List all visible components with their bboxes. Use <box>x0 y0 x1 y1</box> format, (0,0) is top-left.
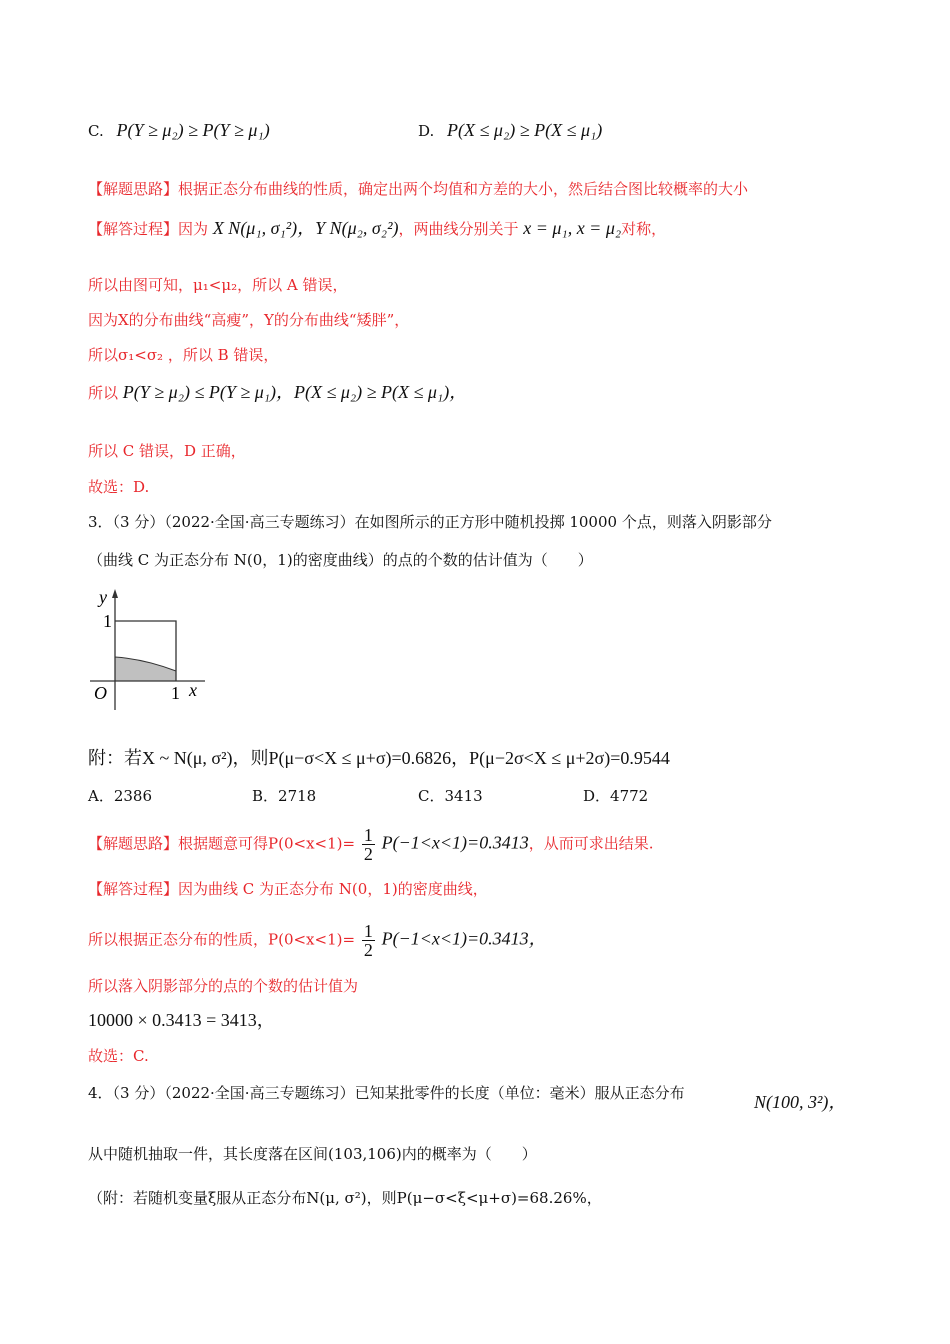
thinking-pre: 根据题意可得P(0<x<1)= <box>178 834 356 853</box>
fig-y-label: y <box>99 587 107 607</box>
line5-expr: P(Y ≥ μ₂) ≤ P(Y ≥ μ₁)，P(X ≤ μ₂) ≥ P(X ≤ μ₁)， <box>122 382 468 402</box>
fig-origin: O <box>94 683 107 703</box>
q3-stem-1: 3．（3 分）（2022·全国·高三专题练习）在如图所示的正方形中随机投掷 10000 个点，则落入阴影部分 <box>88 513 772 531</box>
q4-stem-1-expr <box>754 1092 846 1113</box>
q3-option-d: D．4772 <box>583 787 649 805</box>
fig-one-x: 1 <box>171 683 180 703</box>
process-intro: 因为 <box>178 220 209 238</box>
frac-num-2: 1 <box>363 921 373 941</box>
q2-thinking <box>88 179 748 199</box>
thinking-tag: 【解题思路】 <box>88 834 179 853</box>
q3-thinking <box>88 826 653 863</box>
option-c-label: C. <box>88 122 104 140</box>
q2-process <box>88 218 666 239</box>
q3-process <box>88 879 488 899</box>
q4-stem-2: 从中随机抽取一件，其长度落在区间(103,106)内的概率为（ ） <box>88 1145 537 1163</box>
prop-post: P(−1<x<1)=0.3413， <box>381 928 547 949</box>
process-axes: x = μ₁, x = μ₂ <box>523 218 622 238</box>
option-c-expr: P(Y ≥ μ₂) ≥ P(Y ≥ μ₁) <box>116 120 270 140</box>
option-c <box>88 120 270 141</box>
q3-estimate: 所以落入阴影部分的点的个数的估计值为 <box>88 977 359 995</box>
process-tag: 【解答过程】 <box>88 220 179 238</box>
thinking-tag: 【解题思路】 <box>88 180 179 198</box>
calc-text: 10000 × 0.3413 = 3413， <box>88 1010 275 1030</box>
thinking-end: ，从而可求出结果. <box>528 834 654 853</box>
appendix-text: 附：若X ~ N(μ, σ²)，则P(μ−σ<X ≤ μ+σ)=0.6826，P(μ−2σ<X ≤ μ+2σ)=0.9544 <box>88 748 670 768</box>
q3-option-a: A．2386 <box>88 787 153 805</box>
fraction-half <box>362 826 375 863</box>
stem-1-expr: N(100, 3²)， <box>754 1092 847 1112</box>
q2-line2: 所以由图可知，μ₁<μ₂，所以 A 错误， <box>88 276 348 294</box>
process-tag: 【解答过程】 <box>88 880 179 898</box>
q2-line5 <box>88 382 467 403</box>
option-d-expr: P(X ≤ μ₂) ≥ P(X ≤ μ₁) <box>447 120 603 140</box>
option-d <box>418 120 602 141</box>
process-dist: X N(μ₁, σ₁²)，Y N(μ₂, σ₂²) <box>212 218 399 238</box>
prop-pre: 所以根据正态分布的性质，P(0<x<1)= <box>88 930 356 949</box>
shaded-region <box>115 657 176 681</box>
fraction-half-2 <box>362 922 375 959</box>
q3-calc <box>88 1010 275 1031</box>
q2-line6: 所以 C 错误，D 正确， <box>88 442 246 460</box>
q4-stem-1: 4．（3 分）（2022·全国·高三专题练习）已知某批零件的长度（单位：毫米）服从正态分布 <box>88 1084 685 1102</box>
fig-x-label: x <box>189 680 197 700</box>
process-text: 因为曲线 C 为正态分布 N(0，1)的密度曲线， <box>178 880 488 898</box>
line5-prefix: 所以 <box>88 384 119 402</box>
fig-one-y: 1 <box>103 611 112 631</box>
q2-line3: 因为X的分布曲线“高瘦”，Y的分布曲线“矮胖”， <box>88 311 410 329</box>
thinking-text: 根据正态分布曲线的性质，确定出两个均值和方差的大小，然后结合图比较概率的大小 <box>178 180 749 198</box>
q3-appendix <box>88 748 670 769</box>
frac-num: 1 <box>363 825 373 845</box>
q3-option-b: B．2718 <box>252 787 317 805</box>
process-sym-end: 对称， <box>621 220 667 238</box>
q3-stem-2: （曲线 C 为正态分布 N(0，1)的密度曲线）的点的个数的估计值为（ ） <box>88 551 593 569</box>
frac-den: 2 <box>363 844 373 864</box>
q4-stem-3: （附：若随机变量ξ服从正态分布N(μ, σ²)，则P(μ−σ<ξ<μ+σ)=68.26%， <box>88 1189 602 1207</box>
q3-option-c: C．3413 <box>418 787 483 805</box>
process-sym: ，两曲线分别关于 <box>398 220 519 238</box>
thinking-post: P(−1<x<1)=0.3413 <box>381 832 529 853</box>
option-d-label: D. <box>418 122 435 140</box>
y-axis-arrow <box>112 589 118 598</box>
q2-answer: 故选：D. <box>88 478 150 496</box>
q3-answer: 故选：C. <box>88 1047 149 1065</box>
frac-den-2: 2 <box>363 940 373 960</box>
normal-curve-figure <box>85 585 215 715</box>
q2-line4: 所以σ₁<σ₂ ，所以 B 错误， <box>88 346 279 364</box>
q3-property <box>88 922 547 959</box>
